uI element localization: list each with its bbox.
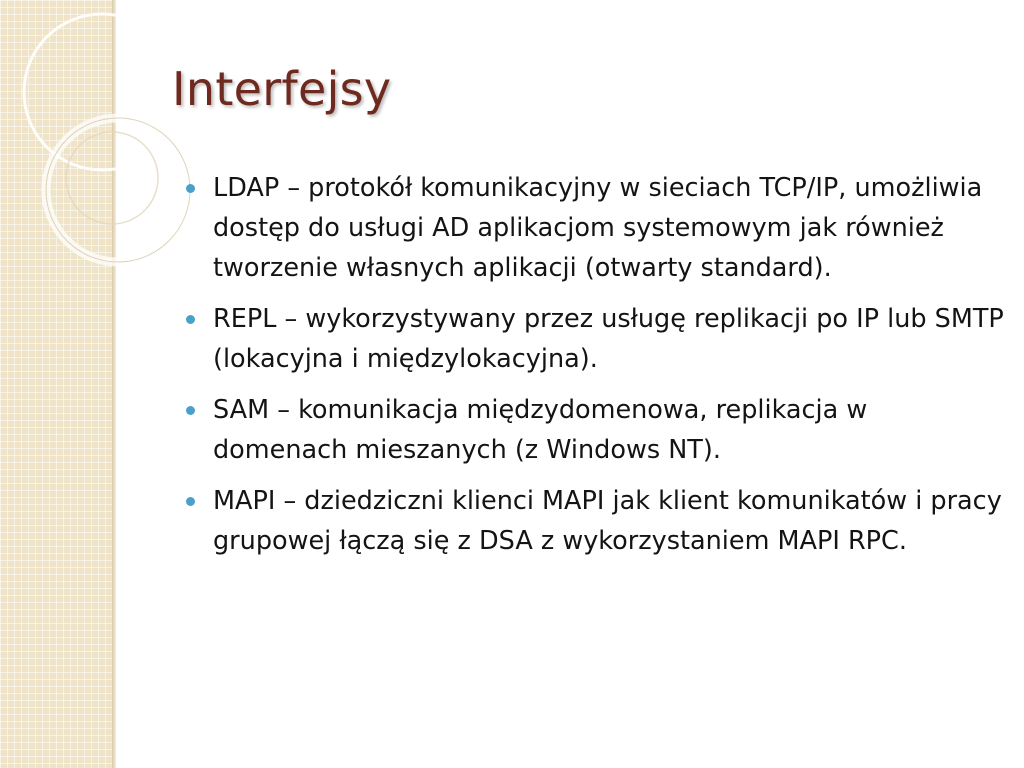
bullet-text: SAM – komunikacja międzydomenowa, replikacja w domenach mieszanych (z Windows NT). bbox=[213, 395, 868, 465]
bullet-dot-icon bbox=[186, 406, 195, 415]
bullet-text: LDAP – protokół komunikacyjny w sieciach TCP/IP, umożliwia dostęp do usługi AD aplikacjom systemowym jak również tworzenie własnych aplikacji (otwarty standard). bbox=[213, 173, 983, 283]
bullet-item-repl bbox=[186, 299, 1006, 379]
slide-title: Interfejsy bbox=[172, 62, 392, 116]
ring-small bbox=[66, 132, 158, 224]
bullet-dot-icon bbox=[186, 315, 195, 324]
ring-large bbox=[24, 14, 180, 170]
bullet-item-sam bbox=[186, 390, 1006, 470]
bullet-dot-icon bbox=[186, 184, 195, 193]
bullet-item-mapi bbox=[186, 481, 1006, 561]
bullet-text: REPL – wykorzystywany przez usługę replikacji po IP lub SMTP (lokacyjna i międzylokacyjna). bbox=[213, 304, 1004, 374]
bullet-item-ldap bbox=[186, 168, 1006, 288]
bullet-text: MAPI – dziedziczni klienci MAPI jak klient komunikatów i pracy grupowej łączą się z DSA z wykorzystaniem MAPI RPC. bbox=[213, 486, 1002, 556]
bullet-dot-icon bbox=[186, 497, 195, 506]
bullet-list bbox=[186, 168, 1006, 572]
